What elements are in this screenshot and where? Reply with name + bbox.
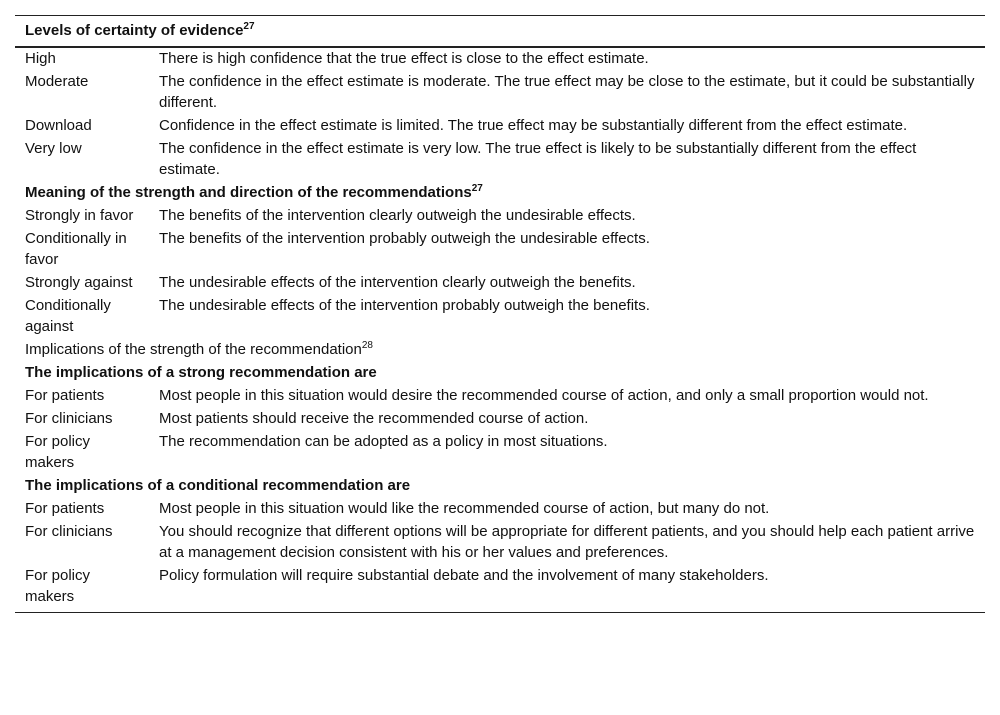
table-bottom-rule: [15, 613, 985, 614]
row-label: For policy makers: [25, 433, 91, 471]
section-row: [15, 339, 985, 362]
table-row: [15, 565, 985, 613]
table-row: [15, 138, 985, 182]
row-label: For policy makers: [25, 567, 91, 605]
table-header-row: [15, 16, 985, 48]
header-ref: 27: [243, 21, 255, 32]
row-label: Moderate: [25, 73, 89, 90]
row-label: Strongly in favor: [25, 207, 134, 224]
row-label: Download: [25, 117, 92, 134]
table-row: [15, 385, 985, 408]
row-label: For patients: [25, 500, 105, 517]
row-text: Confidence in the effect estimate is limited. The true effect may be substantially different from the effect estimate.: [159, 117, 908, 134]
table-row: [15, 431, 985, 475]
row-text: The benefits of the intervention probably outweigh the undesirable effects.: [159, 230, 650, 247]
row-label: For clinicians: [25, 410, 113, 427]
table-bottom-rule-cell: [15, 613, 985, 614]
evidence-table-container: [15, 15, 985, 613]
row-text: The undesirable effects of the intervention clearly outweigh the benefits.: [159, 274, 636, 291]
strength-section-title: Meaning of the strength and direction of the recommendations: [25, 184, 472, 201]
row-label: Conditionally against: [25, 297, 111, 335]
table-row: [15, 295, 985, 339]
row-text: You should recognize that different options will be appropriate for different patients, and you should help each patient arrive at a management decision consistent with his or her values and preferences.: [159, 523, 975, 561]
strong-section-title: The implications of a strong recommendation are: [25, 364, 377, 381]
row-text: Most people in this situation would like the recommended course of action, but many do not.: [159, 500, 770, 517]
row-text: The confidence in the effect estimate is very low. The true effect is likely to be substantially different from the effect estimate.: [159, 140, 917, 178]
table-row: [15, 408, 985, 431]
row-text: Most people in this situation would desire the recommended course of action, and only a small proportion would not.: [159, 387, 929, 404]
row-text: The recommendation can be adopted as a policy in most situations.: [159, 433, 608, 450]
row-text: The undesirable effects of the intervention probably outweigh the benefits.: [159, 297, 650, 314]
table-row: [15, 272, 985, 295]
strength-section-title-cell: [15, 182, 985, 205]
row-label: Very low: [25, 140, 82, 157]
row-text: The benefits of the intervention clearly outweigh the undesirable effects.: [159, 207, 636, 224]
evidence-table: [15, 15, 985, 613]
row-label: High: [25, 50, 56, 67]
implications-section-title: Implications of the strength of the recommendation: [25, 341, 362, 358]
section-row: [15, 362, 985, 385]
header-title: Levels of certainty of evidence: [25, 22, 244, 39]
table-row: [15, 205, 985, 228]
table-row: [15, 47, 985, 71]
table-header-cell: [15, 16, 985, 48]
table-row: [15, 71, 985, 115]
implications-section-title-cell: [15, 339, 985, 362]
table-row: [15, 115, 985, 138]
row-label: For clinicians: [25, 523, 113, 540]
table-row: [15, 228, 985, 272]
row-text: There is high confidence that the true effect is close to the effect estimate.: [159, 50, 649, 67]
table-row: [15, 498, 985, 521]
conditional-section-title: The implications of a conditional recommendation are: [25, 477, 411, 494]
row-text: Policy formulation will require substantial debate and the involvement of many stakeholders.: [159, 567, 769, 584]
row-text: Most patients should receive the recommended course of action.: [159, 410, 589, 427]
row-label: Strongly against: [25, 274, 133, 291]
table-row: [15, 521, 985, 565]
section-row: [15, 182, 985, 205]
strength-section-ref: 27: [471, 183, 483, 194]
implications-section-ref: 28: [361, 340, 373, 351]
section-row: [15, 475, 985, 498]
row-label: Conditionally in favor: [25, 230, 127, 268]
row-label: For patients: [25, 387, 105, 404]
row-text: The confidence in the effect estimate is moderate. The true effect may be close to the estimate, but it could be substantially different.: [159, 73, 975, 111]
